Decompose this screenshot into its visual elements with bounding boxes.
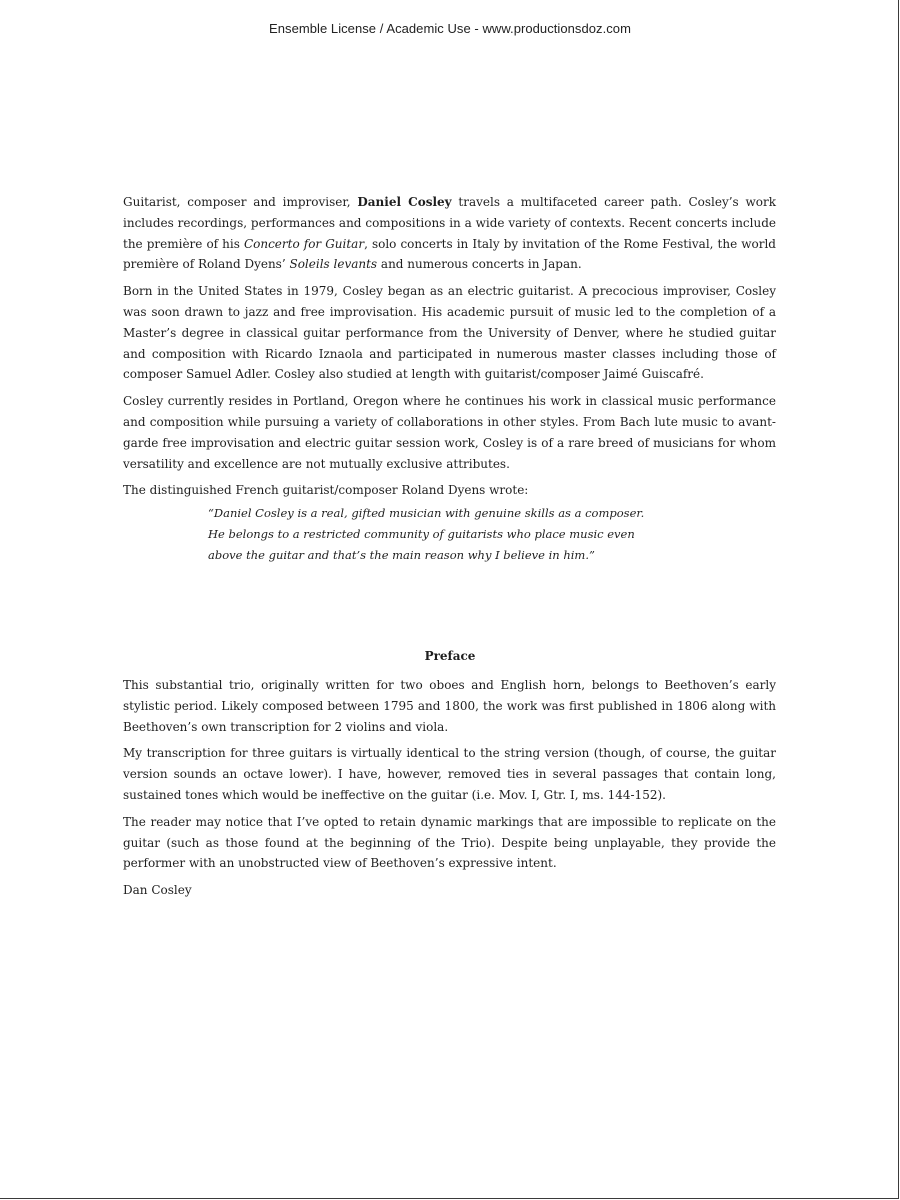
preface-paragraph-2: My transcription for three guitars is virtually identical to the string version (though, of course, the guitar version sounds an octave lower). I have, however, removed ties in several passages that contain long, sustained tones which would be ineffective on the guitar (i.e. Mov. I, Gtr. I, ms. 144-152).	[123, 746, 776, 802]
quote-line-3: above the guitar and that’s the main reason why I believe in him.”	[208, 547, 595, 562]
bio-paragraph-3: Cosley currently resides in Portland, Oregon where he continues his work in classical music performance and composition while pursuing a variety of collaborations in other styles. From Bach lute music to avant-garde free improvisation and electric guitar session work, Cosley is of a rare breed of musicians for whom versatility and excellence are not mutually exclusive attributes.	[123, 394, 776, 471]
bio-paragraph-2: Born in the United States in 1979, Cosley began as an electric guitarist. A precocious improviser, Cosley was soon drawn to jazz and free improvisation. His academic pursuit of music led to the completion of a Master’s degree in classical guitar performance from the University of Denver, where he studied guitar and composition with Ricardo Iznaola and participated in numerous master classes including those of composer Samuel Adler. Cosley also studied at length with guitarist/composer Jaimé Guiscafré.	[123, 284, 776, 382]
preface-paragraph-3: The reader may notice that I’ve opted to retain dynamic markings that are impossible to replicate on the guitar (such as those found at the beginning of the Trio). Despite being unplayable, they provide the performer with an unobstructed view of Beethoven’s expressive intent.	[123, 814, 776, 871]
bio-concerts-text: , solo concerts in Italy by invitation of the Rome Festival, the world première of Roland Dyens’	[123, 236, 776, 272]
bio-paragraph-4: The distinguished French guitarist/composer Roland Dyens wrote:	[123, 483, 529, 498]
preface-signature: Dan Cosley	[123, 883, 192, 898]
bio-japan-text: and numerous concerts in Japan.	[377, 257, 582, 272]
artist-name: Daniel Cosley	[357, 195, 452, 209]
quote-line-1: “Daniel Cosley is a real, gifted musician with genuine skills as a composer.	[208, 506, 645, 520]
license-header: Ensemble License / Academic Use - www.productionsdoz.com	[269, 21, 631, 36]
work-title-soleils: Soleils levants	[289, 257, 378, 272]
work-title-concerto: Concerto for Guitar	[243, 236, 365, 251]
biography-section	[123, 192, 776, 507]
preface-paragraph-1: This substantial trio, originally written for two oboes and English horn, belongs to Beethoven’s early stylistic period. Likely composed between 1795 and 1800, the work was first published in 1806 along with Beethoven’s own transcription for 2 violins and viola.	[123, 678, 776, 734]
quote-line-2: He belongs to a restricted community of guitarists who place music even	[208, 526, 635, 541]
preface-heading: Preface	[424, 649, 476, 663]
bio-intro-text: Guitarist, composer and improviser,	[123, 195, 358, 209]
dyens-quote	[208, 503, 678, 565]
preface-section	[123, 675, 776, 907]
bio-career-text: travels a multifaceted career path. Cosley’s work includes recordings, performances and compositions in a wide variety of contexts. Recent concerts include the première of his	[123, 195, 776, 251]
bio-paragraph-1	[123, 192, 776, 275]
